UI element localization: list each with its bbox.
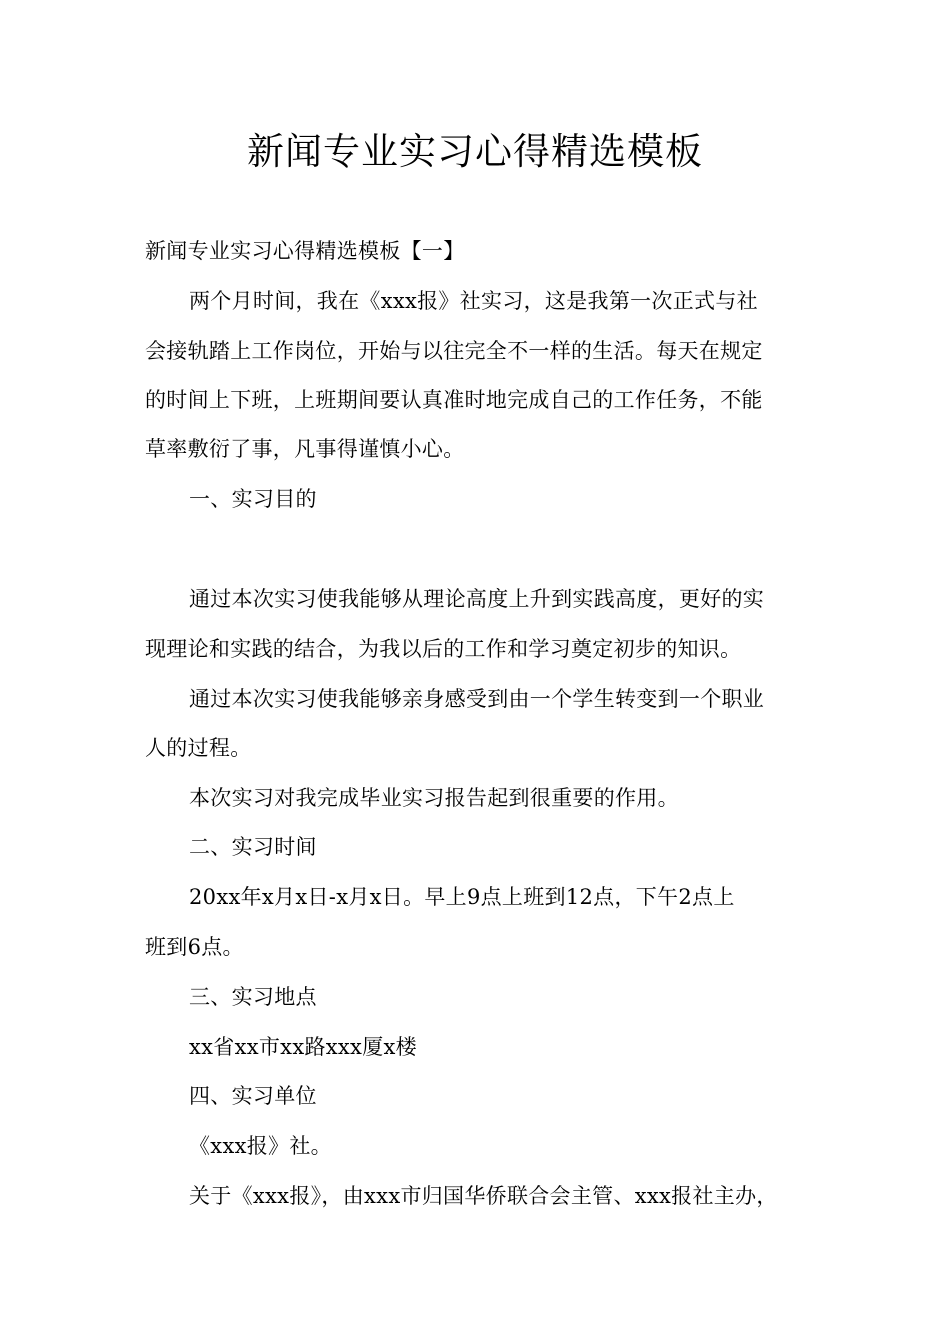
paragraph-line: 《xxx报》社。: [189, 1134, 332, 1158]
paragraph-line: 通过本次实习使我能够从理论高度上升到实践高度，更好的实: [189, 587, 765, 611]
paragraph-line: 会接轨踏上工作岗位，开始与以往完全不一样的生活。每天在规定: [145, 339, 763, 363]
paragraph-line: 关于《xxx报》，由xxx市归国华侨联合会主管、xxx报社主办，: [189, 1184, 778, 1208]
section-heading-location: 三、实习地点: [189, 985, 317, 1009]
section-heading-purpose: 一、实习目的: [189, 487, 317, 511]
paragraph-line: 人的过程。: [145, 736, 252, 760]
paragraph-line: xx省xx市xx路xxx厦x楼: [189, 1035, 417, 1059]
paragraph-line: 通过本次实习使我能够亲身感受到由一个学生转变到一个职业: [189, 687, 765, 711]
paragraph-line: 的时间上下班，上班期间要认真准时地完成自己的工作任务，不能: [145, 388, 763, 412]
paragraph-line: 草率敷衍了事，凡事得谨慎小心。: [145, 437, 465, 461]
paragraph-line: 班到6点。: [145, 935, 244, 959]
paragraph-line: 两个月时间，我在《xxx报》社实习，这是我第一次正式与社: [189, 289, 758, 313]
section-heading-time: 二、实习时间: [189, 835, 317, 859]
section-heading-template-one: 新闻专业实习心得精选模板【一】: [145, 239, 465, 263]
document-title: 新闻专业实习心得精选模板: [247, 130, 703, 173]
paragraph-line: 现理论和实践的结合，为我以后的工作和学习奠定初步的知识。: [145, 637, 742, 661]
paragraph-line: 20xx年x月x日-x月x日。早上9点上班到12点，下午2点上: [189, 885, 735, 909]
paragraph-line: 本次实习对我完成毕业实习报告起到很重要的作用。: [189, 786, 679, 810]
section-heading-unit: 四、实习单位: [189, 1084, 317, 1108]
